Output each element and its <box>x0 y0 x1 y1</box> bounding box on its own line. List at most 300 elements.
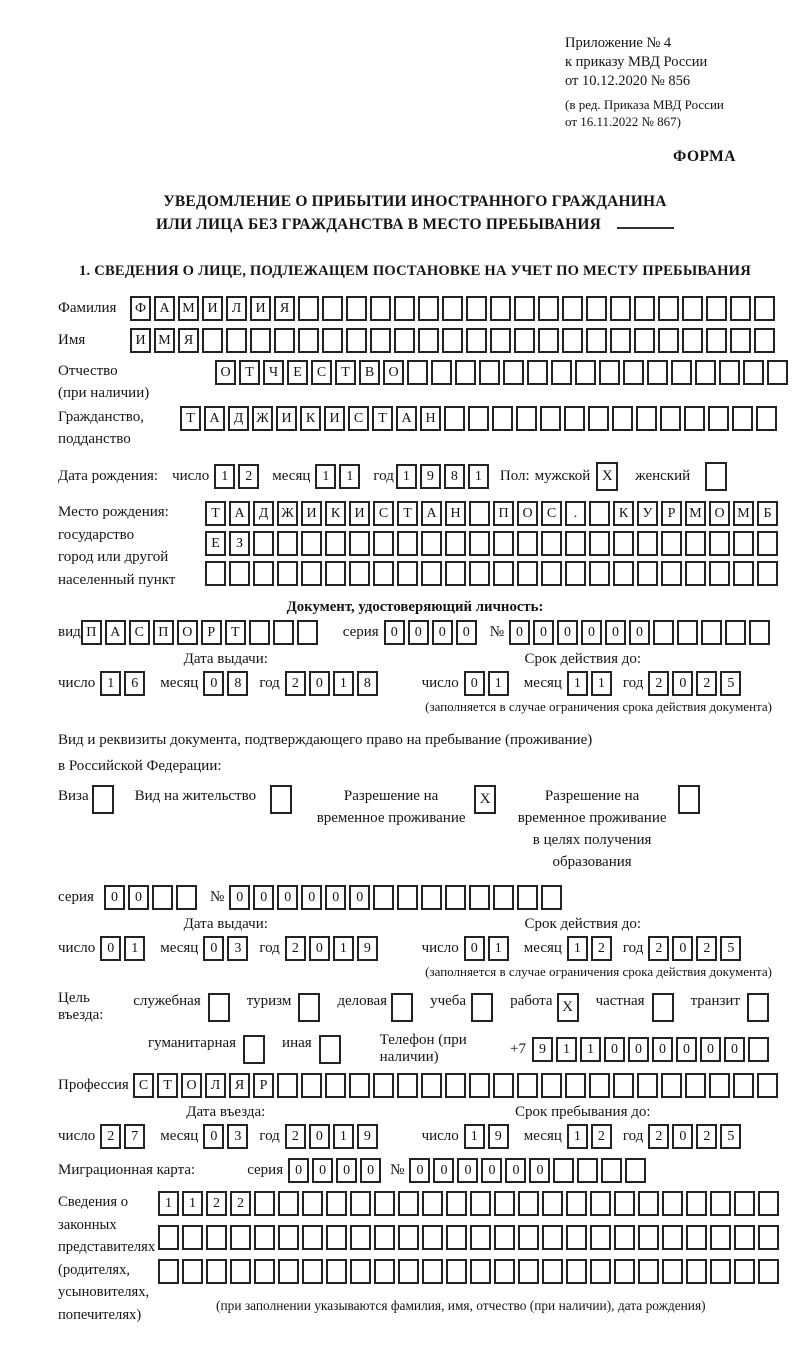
cell[interactable]: 0 <box>104 885 125 910</box>
cell[interactable]: 0 <box>481 1158 502 1183</box>
cell[interactable] <box>586 296 607 321</box>
cell[interactable] <box>226 328 247 353</box>
cell[interactable] <box>710 1191 731 1216</box>
cell[interactable]: 1 <box>567 936 588 961</box>
cell[interactable]: К <box>300 406 321 431</box>
cell[interactable]: 0 <box>229 885 250 910</box>
cell[interactable] <box>589 531 610 556</box>
cell[interactable] <box>493 885 514 910</box>
birth-month-cells[interactable] <box>315 464 363 489</box>
cell[interactable] <box>684 406 705 431</box>
cell[interactable] <box>671 360 692 385</box>
cell[interactable] <box>469 501 490 526</box>
cell[interactable] <box>394 328 415 353</box>
cell[interactable] <box>518 1191 539 1216</box>
cell[interactable]: Д <box>253 501 274 526</box>
cell[interactable] <box>319 1035 341 1064</box>
cell[interactable]: 1 <box>214 464 235 489</box>
cell[interactable]: Т <box>225 620 246 645</box>
cell[interactable]: С <box>348 406 369 431</box>
cell[interactable]: 0 <box>277 885 298 910</box>
cell[interactable]: 1 <box>556 1037 577 1062</box>
birth-place-row1-cells[interactable] <box>205 501 781 526</box>
residence-permit-checkbox[interactable] <box>270 785 295 814</box>
cell[interactable] <box>398 1225 419 1250</box>
cell[interactable] <box>391 993 413 1022</box>
stay-year-cells[interactable] <box>648 1124 744 1149</box>
cell[interactable] <box>757 1073 778 1098</box>
cell[interactable] <box>541 1073 562 1098</box>
cell[interactable]: О <box>177 620 198 645</box>
cell[interactable] <box>374 1225 395 1250</box>
cell[interactable] <box>516 406 537 431</box>
cell[interactable]: Ч <box>263 360 284 385</box>
cell[interactable]: 2 <box>591 936 612 961</box>
cell[interactable]: Р <box>253 1073 274 1098</box>
cell[interactable]: 1 <box>468 464 489 489</box>
cell[interactable]: 0 <box>349 885 370 910</box>
cell[interactable] <box>494 1191 515 1216</box>
cell[interactable]: 3 <box>227 1124 248 1149</box>
cell[interactable] <box>758 1259 779 1284</box>
cell[interactable]: З <box>229 531 250 556</box>
cell[interactable]: 2 <box>100 1124 121 1149</box>
purpose-private-checkbox[interactable] <box>652 993 677 1022</box>
cell[interactable] <box>253 531 274 556</box>
residence-number-cells[interactable] <box>229 885 565 910</box>
cell[interactable] <box>613 561 634 586</box>
cell[interactable] <box>758 1225 779 1250</box>
cell[interactable]: М <box>733 501 754 526</box>
cell[interactable]: 0 <box>288 1158 309 1183</box>
cell[interactable] <box>350 1191 371 1216</box>
cell[interactable]: С <box>541 501 562 526</box>
cell[interactable]: Т <box>157 1073 178 1098</box>
cell[interactable]: 0 <box>309 936 330 961</box>
cell[interactable]: 1 <box>396 464 417 489</box>
cell[interactable] <box>542 1191 563 1216</box>
cell[interactable]: 1 <box>333 1124 354 1149</box>
cell[interactable]: 5 <box>720 671 741 696</box>
entry-year-cells[interactable] <box>285 1124 381 1149</box>
cell[interactable]: 0 <box>672 936 693 961</box>
cell[interactable] <box>398 1259 419 1284</box>
cell[interactable] <box>612 406 633 431</box>
cell[interactable]: 1 <box>567 1124 588 1149</box>
cell[interactable] <box>326 1259 347 1284</box>
cell[interactable] <box>350 1225 371 1250</box>
cell[interactable]: С <box>133 1073 154 1098</box>
cell[interactable]: 3 <box>227 936 248 961</box>
cell[interactable] <box>350 1259 371 1284</box>
cell[interactable] <box>541 561 562 586</box>
cell[interactable] <box>158 1259 179 1284</box>
cell[interactable] <box>541 531 562 556</box>
cell[interactable] <box>661 1073 682 1098</box>
cell[interactable] <box>590 1191 611 1216</box>
cell[interactable]: В <box>359 360 380 385</box>
doc-kind-cells[interactable] <box>81 620 321 645</box>
temp-residence-education-checkbox[interactable] <box>678 785 703 814</box>
profession-cells[interactable] <box>133 1073 781 1098</box>
cell[interactable] <box>494 1259 515 1284</box>
cell[interactable]: 2 <box>591 1124 612 1149</box>
cell[interactable] <box>660 406 681 431</box>
cell[interactable] <box>278 1259 299 1284</box>
cell[interactable] <box>614 1225 635 1250</box>
purpose-other-checkbox[interactable] <box>319 1035 344 1064</box>
purpose-tourism-checkbox[interactable] <box>298 993 323 1022</box>
cell[interactable]: О <box>709 501 730 526</box>
cell[interactable]: 2 <box>648 671 669 696</box>
cell[interactable]: Т <box>239 360 260 385</box>
cell[interactable] <box>662 1259 683 1284</box>
cell[interactable] <box>254 1259 275 1284</box>
cell[interactable]: 9 <box>488 1124 509 1149</box>
cell[interactable] <box>634 296 655 321</box>
cell[interactable] <box>565 1073 586 1098</box>
cell[interactable]: М <box>685 501 706 526</box>
citizenship-cells[interactable] <box>180 406 780 431</box>
purpose-work-checkbox[interactable] <box>557 993 582 1022</box>
cell[interactable] <box>565 561 586 586</box>
cell[interactable]: И <box>250 296 271 321</box>
residence-issue-day-cells[interactable] <box>100 936 148 961</box>
cell[interactable]: X <box>596 462 618 491</box>
cell[interactable] <box>734 1225 755 1250</box>
cell[interactable]: Р <box>661 501 682 526</box>
cell[interactable] <box>613 531 634 556</box>
temp-residence-checkbox[interactable] <box>474 785 499 814</box>
cell[interactable]: 0 <box>700 1037 721 1062</box>
cell[interactable]: 0 <box>604 1037 625 1062</box>
cell[interactable]: 6 <box>124 671 145 696</box>
birth-place-row3-cells[interactable] <box>205 561 781 586</box>
cell[interactable] <box>418 328 439 353</box>
cell[interactable]: 0 <box>384 620 405 645</box>
cell[interactable] <box>446 1191 467 1216</box>
cell[interactable]: К <box>613 501 634 526</box>
cell[interactable] <box>636 406 657 431</box>
birth-year-cells[interactable] <box>396 464 492 489</box>
doc-number-cells[interactable] <box>509 620 773 645</box>
cell[interactable]: И <box>202 296 223 321</box>
cell[interactable] <box>349 531 370 556</box>
cell[interactable]: 2 <box>648 1124 669 1149</box>
cell[interactable] <box>278 1225 299 1250</box>
cell[interactable] <box>349 1073 370 1098</box>
cell[interactable] <box>710 1225 731 1250</box>
cell[interactable]: 0 <box>629 620 650 645</box>
cell[interactable] <box>407 360 428 385</box>
cell[interactable] <box>514 296 535 321</box>
cell[interactable]: Т <box>205 501 226 526</box>
cell[interactable] <box>542 1225 563 1250</box>
cell[interactable]: Е <box>287 360 308 385</box>
cell[interactable] <box>638 1191 659 1216</box>
cell[interactable]: И <box>349 501 370 526</box>
cell[interactable] <box>662 1191 683 1216</box>
cell[interactable] <box>394 296 415 321</box>
cell[interactable] <box>517 561 538 586</box>
cell[interactable] <box>346 328 367 353</box>
cell[interactable] <box>446 1259 467 1284</box>
cell[interactable] <box>732 406 753 431</box>
cell[interactable] <box>349 561 370 586</box>
cell[interactable] <box>158 1225 179 1250</box>
cell[interactable] <box>301 531 322 556</box>
cell[interactable]: С <box>373 501 394 526</box>
cell[interactable] <box>479 360 500 385</box>
cell[interactable] <box>685 561 706 586</box>
cell[interactable] <box>254 1191 275 1216</box>
cell[interactable]: П <box>493 501 514 526</box>
stay-day-cells[interactable] <box>464 1124 512 1149</box>
cell[interactable]: 2 <box>230 1191 251 1216</box>
cell[interactable]: Д <box>228 406 249 431</box>
cell[interactable] <box>418 296 439 321</box>
cell[interactable] <box>749 620 770 645</box>
cell[interactable] <box>325 531 346 556</box>
cell[interactable] <box>205 561 226 586</box>
cell[interactable] <box>277 531 298 556</box>
cell[interactable] <box>270 785 292 814</box>
cell[interactable]: 0 <box>203 936 224 961</box>
cell[interactable] <box>442 296 463 321</box>
cell[interactable] <box>373 885 394 910</box>
cell[interactable] <box>565 531 586 556</box>
cell[interactable] <box>748 1037 769 1062</box>
purpose-study-checkbox[interactable] <box>471 993 496 1022</box>
cell[interactable] <box>566 1225 587 1250</box>
cell[interactable]: Т <box>335 360 356 385</box>
cell[interactable] <box>373 561 394 586</box>
cell[interactable]: А <box>396 406 417 431</box>
cell[interactable] <box>446 1225 467 1250</box>
cell[interactable] <box>588 406 609 431</box>
cell[interactable]: 8 <box>357 671 378 696</box>
cell[interactable]: О <box>517 501 538 526</box>
cell[interactable] <box>564 406 585 431</box>
cell[interactable]: Н <box>420 406 441 431</box>
representatives-row1-cells[interactable] <box>158 1191 782 1216</box>
cell[interactable] <box>589 561 610 586</box>
cell[interactable]: 0 <box>672 671 693 696</box>
cell[interactable] <box>243 1035 265 1064</box>
doc-issue-day-cells[interactable] <box>100 671 148 696</box>
cell[interactable] <box>92 785 114 814</box>
cell[interactable] <box>662 1225 683 1250</box>
cell[interactable] <box>445 561 466 586</box>
cell[interactable]: 0 <box>128 885 149 910</box>
cell[interactable]: X <box>557 993 579 1022</box>
cell[interactable]: Я <box>229 1073 250 1098</box>
cell[interactable] <box>719 360 740 385</box>
cell[interactable]: А <box>421 501 442 526</box>
cell[interactable] <box>202 328 223 353</box>
cell[interactable]: 1 <box>488 936 509 961</box>
cell[interactable]: 1 <box>158 1191 179 1216</box>
cell[interactable] <box>701 620 722 645</box>
cell[interactable]: Я <box>274 296 295 321</box>
cell[interactable]: 9 <box>532 1037 553 1062</box>
sex-male-checkbox[interactable] <box>596 462 621 491</box>
cell[interactable]: 0 <box>505 1158 526 1183</box>
cell[interactable] <box>685 531 706 556</box>
cell[interactable] <box>322 296 343 321</box>
residence-issue-year-cells[interactable] <box>285 936 381 961</box>
cell[interactable] <box>562 296 583 321</box>
cell[interactable] <box>661 531 682 556</box>
cell[interactable] <box>493 561 514 586</box>
cell[interactable] <box>370 296 391 321</box>
cell[interactable]: М <box>154 328 175 353</box>
cell[interactable] <box>442 328 463 353</box>
phone-cells[interactable] <box>532 1037 772 1062</box>
cell[interactable] <box>686 1259 707 1284</box>
cell[interactable]: К <box>325 501 346 526</box>
cell[interactable]: Т <box>397 501 418 526</box>
cell[interactable]: 0 <box>464 671 485 696</box>
cell[interactable] <box>747 993 769 1022</box>
cell[interactable] <box>346 296 367 321</box>
cell[interactable]: 0 <box>203 671 224 696</box>
cell[interactable] <box>373 1073 394 1098</box>
cell[interactable] <box>710 1259 731 1284</box>
cell[interactable] <box>421 531 442 556</box>
cell[interactable] <box>250 328 271 353</box>
cell[interactable] <box>302 1225 323 1250</box>
cell[interactable] <box>540 406 561 431</box>
cell[interactable] <box>490 296 511 321</box>
cell[interactable]: У <box>637 501 658 526</box>
cell[interactable] <box>686 1191 707 1216</box>
doc-issue-month-cells[interactable] <box>203 671 251 696</box>
cell[interactable] <box>445 1073 466 1098</box>
cell[interactable] <box>589 501 610 526</box>
cell[interactable]: 0 <box>457 1158 478 1183</box>
cell[interactable] <box>397 885 418 910</box>
cell[interactable] <box>374 1191 395 1216</box>
cell[interactable] <box>325 1073 346 1098</box>
cell[interactable]: X <box>474 785 496 814</box>
cell[interactable] <box>397 531 418 556</box>
given-name-cells[interactable] <box>130 328 778 353</box>
cell[interactable]: 1 <box>567 671 588 696</box>
cell[interactable]: 1 <box>591 671 612 696</box>
cell[interactable] <box>468 406 489 431</box>
cell[interactable]: 7 <box>124 1124 145 1149</box>
purpose-official-checkbox[interactable] <box>208 993 233 1022</box>
cell[interactable] <box>743 360 764 385</box>
cell[interactable]: 0 <box>301 885 322 910</box>
cell[interactable]: И <box>130 328 151 353</box>
cell[interactable]: 0 <box>605 620 626 645</box>
cell[interactable]: 0 <box>464 936 485 961</box>
cell[interactable] <box>253 561 274 586</box>
cell[interactable] <box>469 885 490 910</box>
cell[interactable] <box>325 561 346 586</box>
cell[interactable] <box>373 531 394 556</box>
cell[interactable] <box>566 1191 587 1216</box>
residence-issue-month-cells[interactable] <box>203 936 251 961</box>
cell[interactable] <box>206 1259 227 1284</box>
cell[interactable]: Т <box>372 406 393 431</box>
sex-female-checkbox[interactable] <box>705 462 730 491</box>
cell[interactable] <box>152 885 173 910</box>
entry-month-cells[interactable] <box>203 1124 251 1149</box>
cell[interactable] <box>590 1259 611 1284</box>
cell[interactable]: 0 <box>456 620 477 645</box>
cell[interactable]: Е <box>205 531 226 556</box>
cell[interactable] <box>322 328 343 353</box>
cell[interactable] <box>422 1191 443 1216</box>
cell[interactable] <box>176 885 197 910</box>
cell[interactable]: 1 <box>100 671 121 696</box>
cell[interactable] <box>686 1225 707 1250</box>
cell[interactable] <box>527 360 548 385</box>
cell[interactable]: И <box>276 406 297 431</box>
cell[interactable] <box>538 328 559 353</box>
cell[interactable]: 0 <box>409 1158 430 1183</box>
cell[interactable]: 1 <box>339 464 360 489</box>
cell[interactable]: Т <box>180 406 201 431</box>
cell[interactable]: 0 <box>433 1158 454 1183</box>
cell[interactable] <box>637 561 658 586</box>
birth-place-row2-cells[interactable] <box>205 531 781 556</box>
cell[interactable] <box>421 561 442 586</box>
cell[interactable]: 1 <box>333 671 354 696</box>
cell[interactable] <box>274 328 295 353</box>
cell[interactable]: 1 <box>580 1037 601 1062</box>
cell[interactable]: Н <box>445 501 466 526</box>
cell[interactable]: 0 <box>100 936 121 961</box>
cell[interactable] <box>730 328 751 353</box>
cell[interactable]: А <box>105 620 126 645</box>
cell[interactable]: Л <box>226 296 247 321</box>
cell[interactable]: А <box>229 501 250 526</box>
cell[interactable]: С <box>311 360 332 385</box>
cell[interactable]: Ф <box>130 296 151 321</box>
cell[interactable] <box>658 328 679 353</box>
doc-issue-year-cells[interactable] <box>285 671 381 696</box>
cell[interactable]: 2 <box>648 936 669 961</box>
cell[interactable]: 0 <box>309 671 330 696</box>
cell[interactable] <box>709 531 730 556</box>
cell[interactable]: 5 <box>720 1124 741 1149</box>
cell[interactable] <box>301 1073 322 1098</box>
cell[interactable] <box>518 1259 539 1284</box>
cell[interactable]: П <box>81 620 102 645</box>
cell[interactable]: Я <box>178 328 199 353</box>
cell[interactable] <box>754 328 775 353</box>
cell[interactable]: 8 <box>227 671 248 696</box>
cell[interactable] <box>206 1225 227 1250</box>
cell[interactable]: 0 <box>336 1158 357 1183</box>
cell[interactable] <box>610 328 631 353</box>
cell[interactable] <box>493 531 514 556</box>
cell[interactable]: 0 <box>628 1037 649 1062</box>
cell[interactable] <box>421 1073 442 1098</box>
cell[interactable] <box>249 620 270 645</box>
entry-day-cells[interactable] <box>100 1124 148 1149</box>
cell[interactable] <box>623 360 644 385</box>
cell[interactable] <box>297 620 318 645</box>
cell[interactable] <box>398 1191 419 1216</box>
cell[interactable] <box>653 620 674 645</box>
cell[interactable]: Ж <box>277 501 298 526</box>
purpose-transit-checkbox[interactable] <box>747 993 772 1022</box>
